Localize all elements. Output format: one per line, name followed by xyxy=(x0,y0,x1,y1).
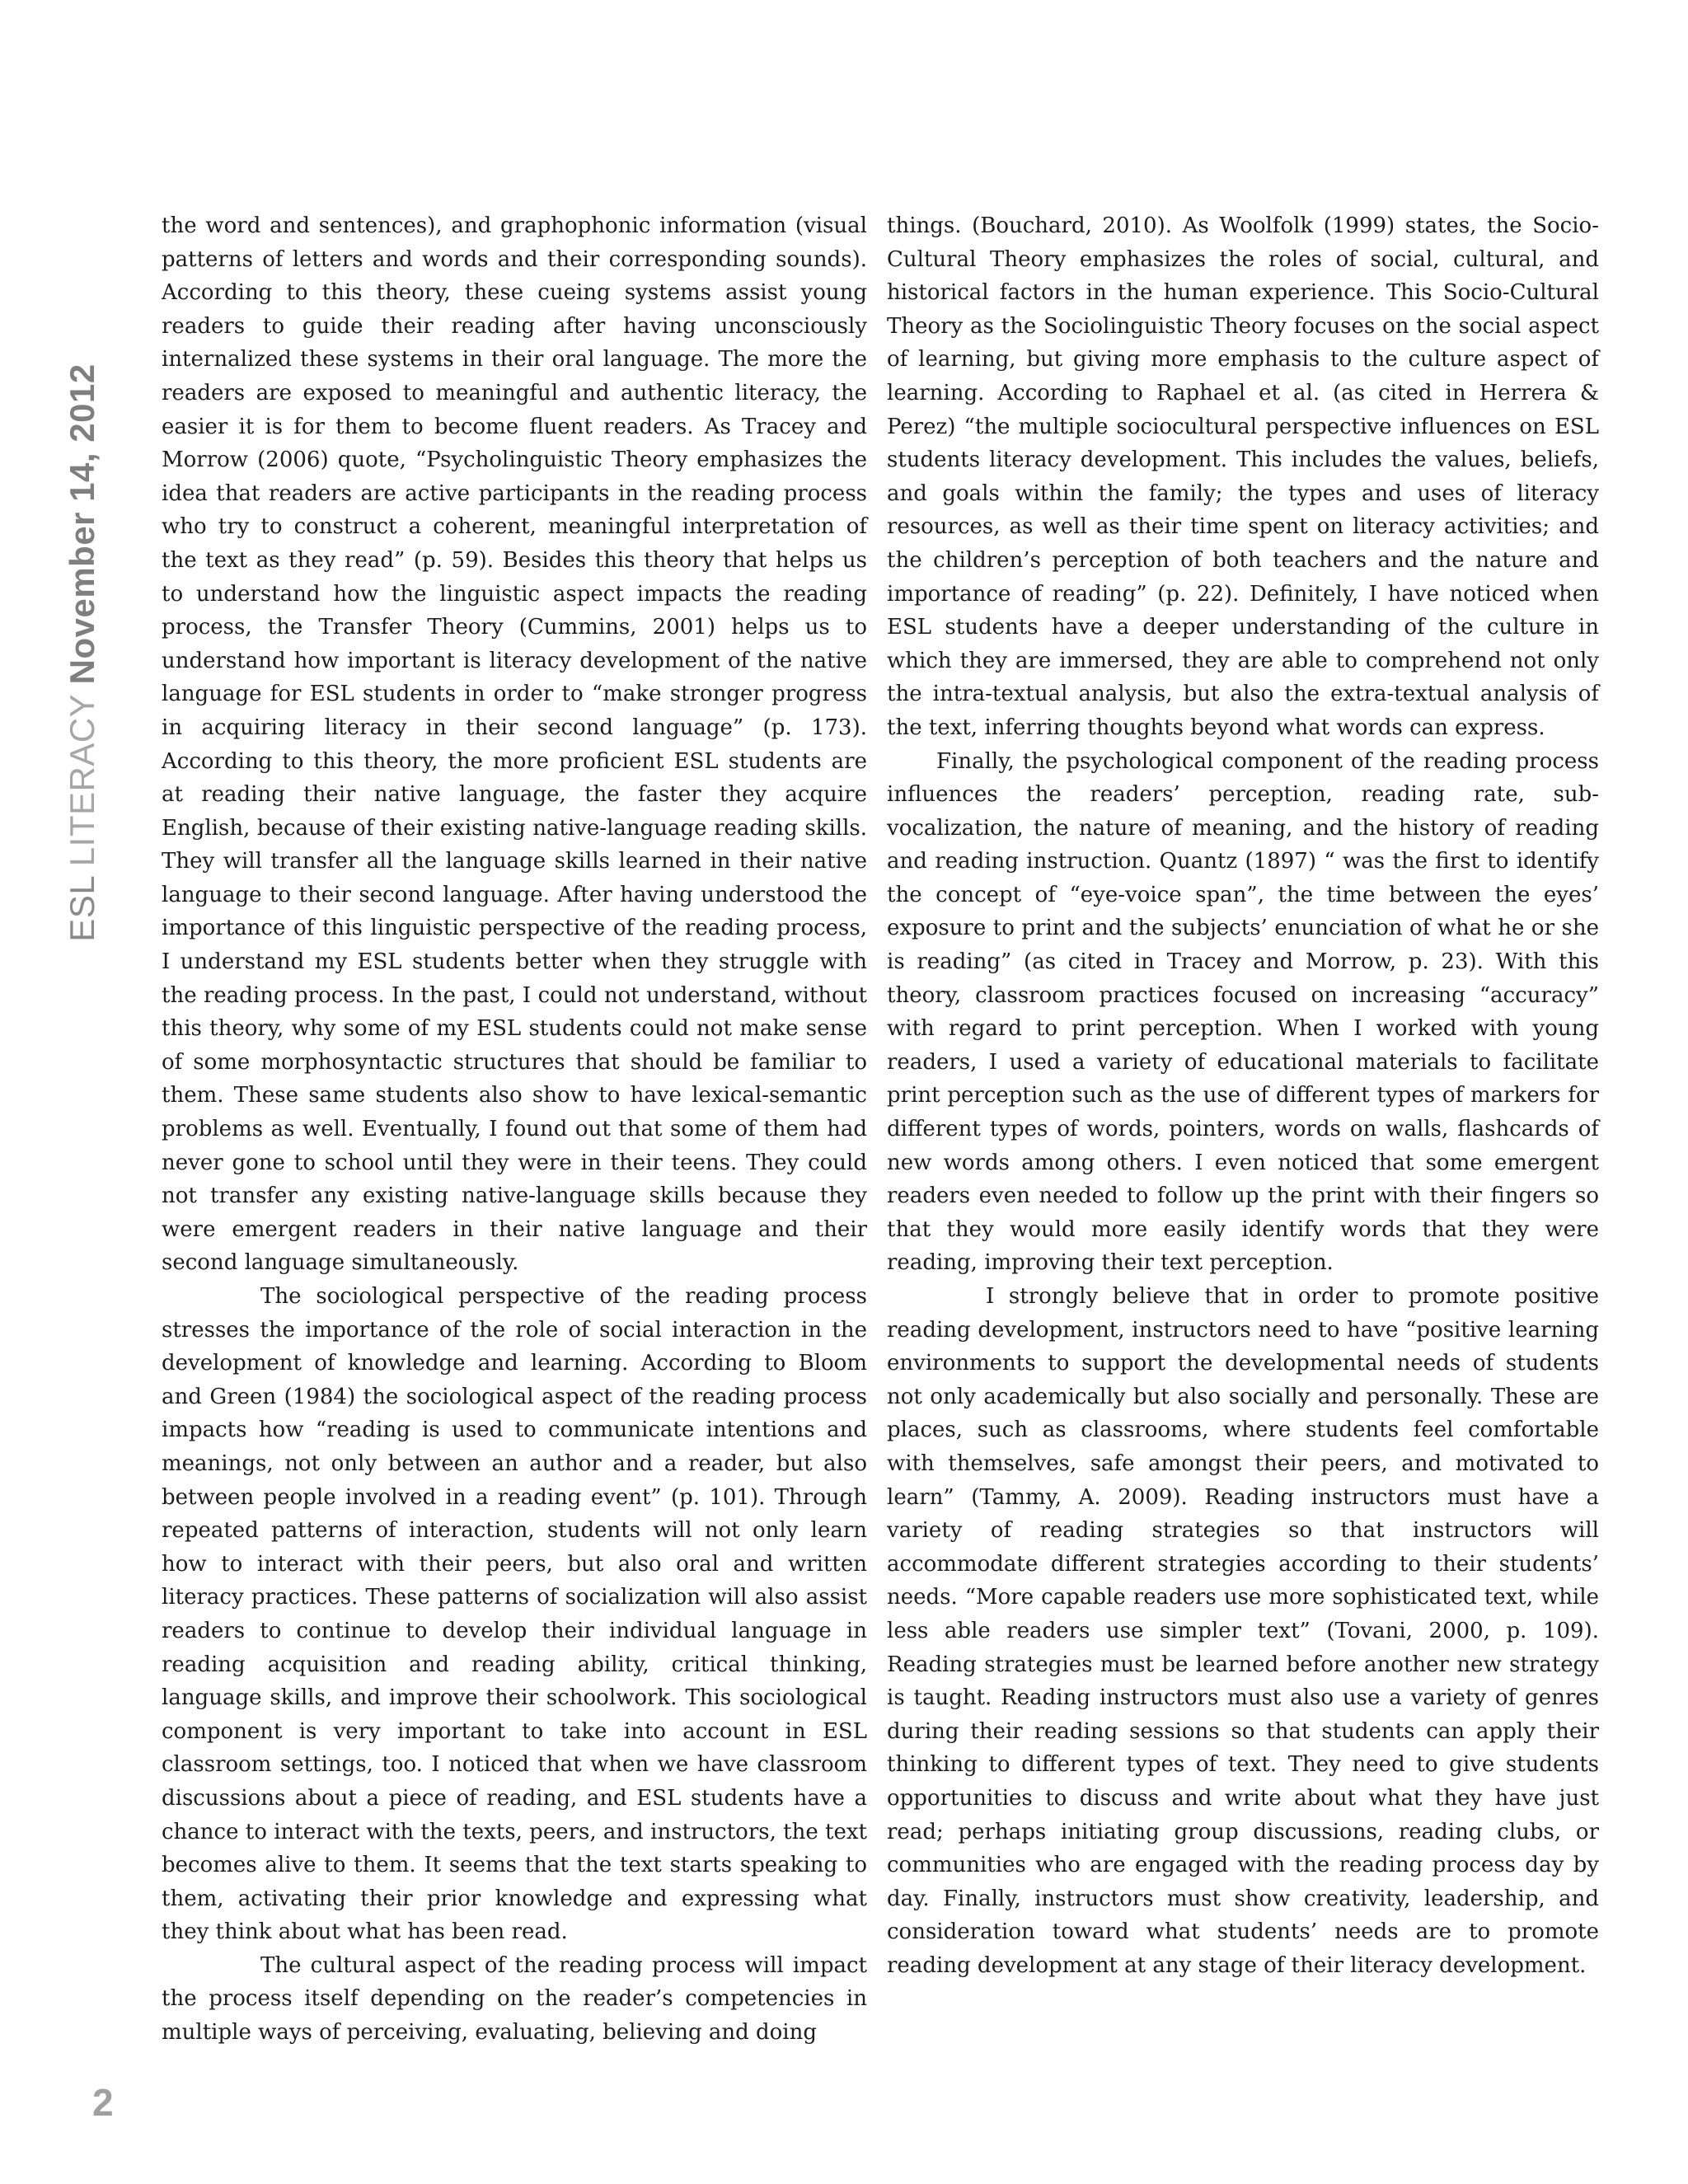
right-column xyxy=(887,209,1599,1982)
page-number: 2 xyxy=(92,2081,114,2124)
right-paragraph-2: Finally, the psychological component of the reading process influences the readers’ perception, reading rate, sub-vocalization, the nature of meaning, and the history of reading and reading instruction. Quantz (1897) “ was the first to identify the concept of “eye-voice span”, the time between the eyes’ exposure to print and the subjects’ enunciation of what he or she is reading” (as cited in Tracey and Morrow, p. 23). With this theory, classroom practices focused on increasing “accuracy” with regard to print perception. When I worked with young readers, I used a variety of educational materials to facilitate print perception such as the use of different types of markers for different types of words, pointers, words on walls, flashcards of new words among others. I even noticed that some emergent readers even needed to follow up the print with their fingers so that they would more easily identify words that they were reading, improving their text perception. xyxy=(887,748,1599,1276)
journal-title-literacy: LITERACY xyxy=(63,694,101,867)
left-paragraph-1: the word and sentences), and graphophonic information (visual patterns of letters and words and their corresponding sounds). According to this theory, these cueing systems assist young readers to guide their reading after having unconsciously internalized these systems in their oral language. The more the readers are exposed to meaningful and authentic literacy, the easier it is for them to become fluent readers. As Tracey and Morrow (2006) quote, “Psycholinguistic Theory emphasizes the idea that readers are active participants in the reading process who try to construct a coherent, meaningful interpretation of the text as they read” (p. 59). Besides this theory that helps us to understand how the linguistic aspect impacts the reading process, the Transfer Theory (Cummins, 2001) helps us to understand how important is literacy development of the native language for ESL students in order to “make stronger progress in acquiring literacy in their second language” (p. 173). According to this theory, the more proficient ESL students are at reading their native language, the faster they acquire English, because of their existing native-language reading skills. They will transfer all the language skills learned in their native language to their second language. After having understood the importance of this linguistic perspective of the reading process, I understand my ESL students better when they struggle with the reading process. In the past, I could not understand, without this theory, why some of my ESL students could not make sense of some morphosyntactic structures that should be familiar to them. These same students also show to have lexical-semantic problems as well. Eventually, I found out that some of them had never gone to school until they were in their teens. They could not transfer any existing native-language skills because they were emergent readers in their native language and their second language simultaneously. xyxy=(162,213,867,1276)
running-header-text xyxy=(65,363,100,941)
left-paragraph-3: The cultural aspect of the reading process will impact the process itself depending on the reader’s competencies in multiple ways of perceiving, evaluating, believing and doing xyxy=(162,1952,867,2046)
right-paragraph-3: I strongly believe that in order to promote positive reading development, instructors need to have “positive learning environments to support the developmental needs of students not only academically but also socially and personally. These are places, such as classrooms, where students feel comfortable with themselves, safe amongst their peers, and motivated to learn” (Tammy, A. 2009). Reading instructors must have a variety of reading strategies so that instructors will accommodate different strategies according to their students’ needs. “More capable readers use more sophisticated text, while less able readers use simpler text” (Tovani, 2000, p. 109). Reading strategies must be learned before another new strategy is taught. Reading instructors must also use a variety of genres during their reading sessions so that students can apply their thinking to different types of text. They need to give students opportunities to discuss and write about what they have just read; perhaps initiating group discussions, reading clubs, or communities who are engaged with the reading process day by day. Finally, instructors must show creativity, leadership, and consideration toward what students’ needs are to promote reading development at any stage of their literacy development. xyxy=(887,1284,1599,1978)
left-column xyxy=(162,209,867,2050)
issue-date: November 14, 2012 xyxy=(63,363,101,685)
journal-short-title: ESL xyxy=(63,876,101,942)
right-paragraph-1: things. (Bouchard, 2010). As Woolfolk (1999) states, the Socio-Cultural Theory emphasizes the roles of social, cultural, and historical factors in the human experience. This Socio-Cultural Theory as the Sociolinguistic Theory focuses on the social aspect of learning, but giving more emphasis to the culture aspect of learning. According to Raphael et al. (as cited in Herrera & Perez) “the multiple sociocultural perspective influences on ESL students literacy development. This includes the values, beliefs, and goals within the family; the types and uses of literacy resources, as well as their time spent on literacy activities; and the children’s perception of both teachers and the nature and importance of reading” (p. 22). Definitely, I have noticed when ESL students have a deeper understanding of the culture in which they are immersed, they are able to comprehend not only the intra-textual analysis, but also the extra-textual analysis of the text, inferring thoughts beyond what words can express. xyxy=(887,213,1599,740)
left-paragraph-2: The sociological perspective of the reading process stresses the importance of the role of social interaction in the development of knowledge and learning. According to Bloom and Green (1984) the sociological aspect of the reading process impacts how “reading is used to communicate intentions and meanings, not only between an author and a reader, but also between people involved in a reading event” (p. 101). Through repeated patterns of interaction, students will not only learn how to interact with their peers, but also oral and written literacy practices. These patterns of socialization will also assist readers to continue to develop their individual language in reading acquisition and reading ability, critical thinking, language skills, and improve their schoolwork. This sociological component is very important to take into account in ESL classroom settings, too. I noticed that when we have classroom discussions about a piece of reading, and ESL students have a chance to interact with the texts, peers, and instructors, the text becomes alive to them. It seems that the text starts speaking to them, activating their prior knowledge and expressing what they think about what has been read. xyxy=(162,1284,867,1945)
